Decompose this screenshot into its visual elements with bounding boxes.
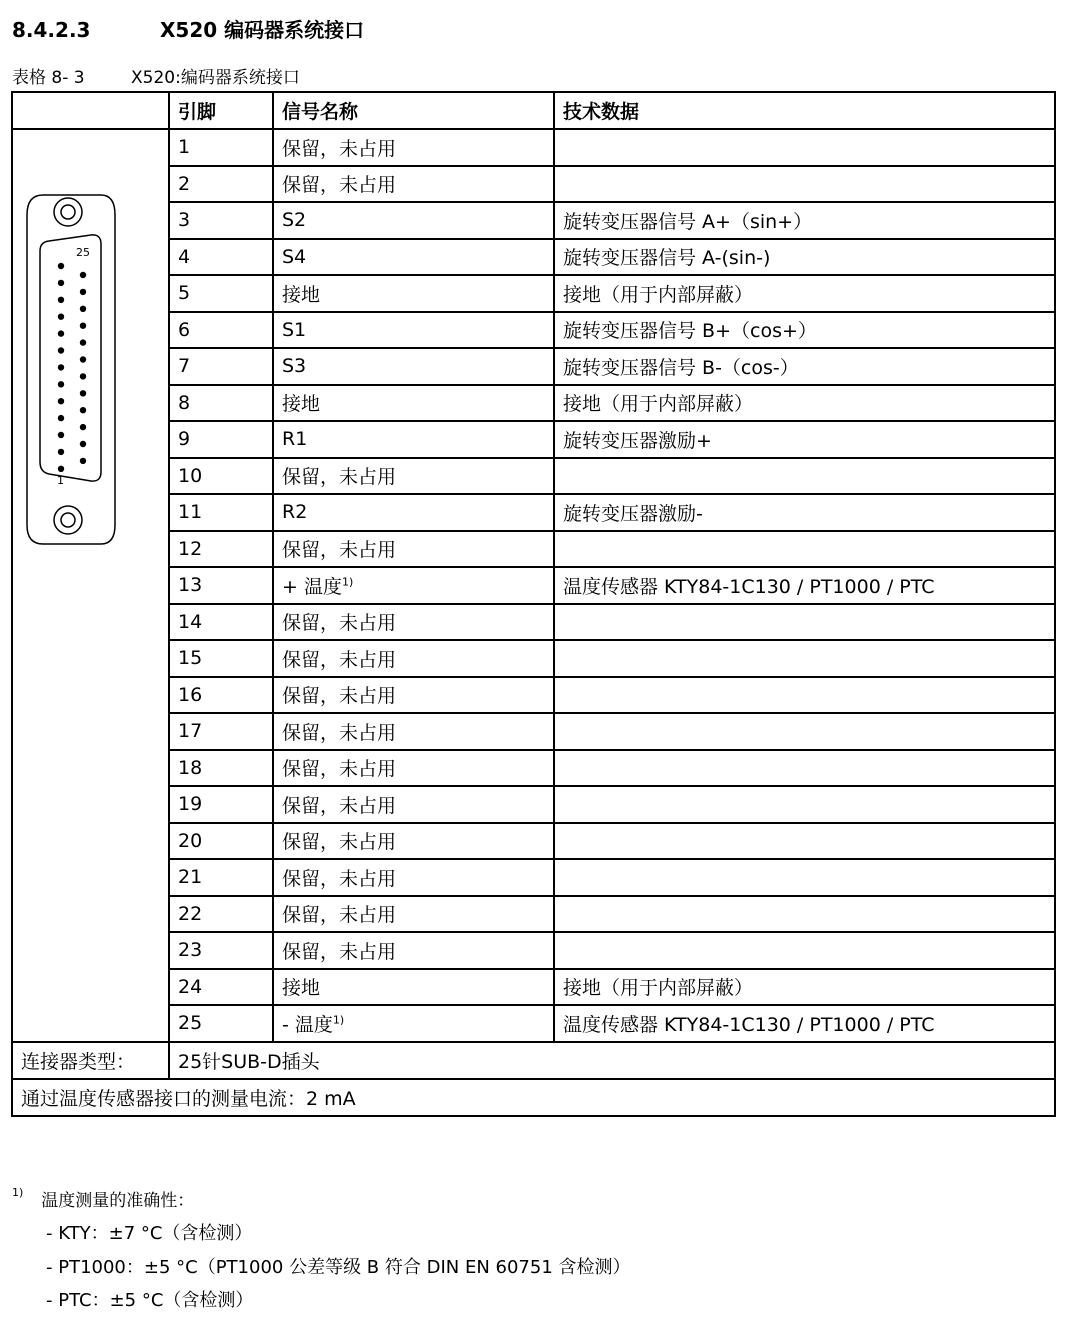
- pin-number: 5: [169, 275, 273, 312]
- signal-name: [273, 531, 554, 568]
- table-row: [12, 531, 1055, 568]
- table-row: [12, 713, 1055, 750]
- technical-data: [554, 786, 1055, 823]
- connector-pin: [80, 373, 86, 379]
- table-row: [12, 421, 1055, 458]
- signal-name-text: 保留，未占用: [282, 867, 397, 890]
- signal-name-text: 保留，未占用: [282, 794, 397, 817]
- connector-pin: [58, 297, 64, 303]
- connector-pins: [58, 263, 86, 472]
- connector-pin-label-first: 1: [57, 474, 64, 487]
- signal-name-text: 接地: [282, 283, 321, 306]
- pin-number: 17: [169, 713, 273, 750]
- screw-bottom-icon: [54, 506, 82, 534]
- signal-name: [273, 421, 554, 458]
- technical-data: 旋转变压器信号 A-(sin-): [554, 239, 1055, 276]
- signal-name-text: 保留，未占用: [282, 612, 397, 635]
- connector-pin: [58, 280, 64, 286]
- signal-name-text: 保留，未占用: [282, 685, 397, 708]
- pin-number: 20: [169, 823, 273, 860]
- section-heading: [12, 14, 364, 43]
- signal-name: [273, 202, 554, 239]
- pin-number: 14: [169, 604, 273, 641]
- footnote-item-kty: - KTY：±7 °C（含检测）: [46, 1223, 253, 1244]
- signal-name-text: S3: [282, 355, 307, 378]
- signal-name: [273, 494, 554, 531]
- table-row: [12, 640, 1055, 677]
- connector-pin: [58, 415, 64, 421]
- pin-number: 7: [169, 348, 273, 385]
- signal-name-text: 保留，未占用: [282, 831, 397, 854]
- signal-name: [273, 713, 554, 750]
- table-header-row: [12, 92, 1055, 129]
- technical-data: [554, 458, 1055, 495]
- footnote-ref: 1): [332, 1013, 345, 1027]
- connector-figure-cell: [12, 129, 169, 1042]
- section-number: 8.4.2.3: [12, 18, 91, 42]
- technical-data: 接地（用于内部屏蔽）: [554, 385, 1055, 422]
- technical-data: [554, 129, 1055, 166]
- header-empty: [12, 92, 169, 129]
- section-title: X520 编码器系统接口: [160, 18, 365, 42]
- connector-pin: [80, 424, 86, 430]
- signal-name-text: 接地: [282, 977, 321, 1000]
- connector-pin: [58, 398, 64, 404]
- table-row: [12, 166, 1055, 203]
- signal-name-text: 保留，未占用: [282, 721, 397, 744]
- table-caption-title: X520:编码器系统接口: [131, 68, 300, 88]
- technical-data: 接地（用于内部屏蔽）: [554, 969, 1055, 1006]
- header-pin: 引脚: [169, 92, 273, 129]
- sub-d-connector-figure: [13, 130, 169, 550]
- table-row: [12, 823, 1055, 860]
- technical-data: [554, 531, 1055, 568]
- table-row: [12, 1005, 1055, 1042]
- table-row: [12, 604, 1055, 641]
- pin-number: 16: [169, 677, 273, 714]
- technical-data: [554, 677, 1055, 714]
- connector-housing-outline: [40, 235, 101, 481]
- connector-pin: [80, 339, 86, 345]
- signal-name-text: 保留，未占用: [282, 648, 397, 671]
- technical-data: 旋转变压器激励+: [554, 421, 1055, 458]
- table-row: [12, 859, 1055, 896]
- signal-name: [273, 567, 554, 604]
- signal-name-text: S2: [282, 209, 307, 232]
- table-row: [12, 750, 1055, 787]
- footnote-item-ptc: - PTC：±5 °C（含检测）: [46, 1290, 254, 1311]
- connector-pin: [58, 449, 64, 455]
- signal-name-text: + 温度: [282, 575, 342, 598]
- footnote-mark: 1): [12, 1186, 24, 1199]
- signal-name-text: 保留，未占用: [282, 940, 397, 963]
- connector-pin: [58, 381, 64, 387]
- connector-pin: [80, 272, 86, 278]
- pin-number: 21: [169, 859, 273, 896]
- pin-number: 15: [169, 640, 273, 677]
- pin-number: 22: [169, 896, 273, 933]
- table-row: [12, 129, 1055, 166]
- pin-number: 6: [169, 312, 273, 349]
- pin-number: 3: [169, 202, 273, 239]
- table-row: [12, 458, 1055, 495]
- table-row: [12, 494, 1055, 531]
- table-row: [12, 896, 1055, 933]
- footnote-text: 温度测量的准确性：: [41, 1191, 195, 1211]
- signal-name: [273, 275, 554, 312]
- footnote: [12, 1186, 194, 1211]
- signal-name: [273, 1005, 554, 1042]
- measure-current-row: [12, 1079, 1055, 1116]
- pin-number: 8: [169, 385, 273, 422]
- pin-number: 1: [169, 129, 273, 166]
- signal-name-text: 保留，未占用: [282, 137, 397, 160]
- signal-name-text: 保留，未占用: [282, 174, 397, 197]
- technical-data: [554, 896, 1055, 933]
- signal-name-text: R2: [282, 501, 308, 524]
- signal-name: [273, 166, 554, 203]
- connector-pin: [58, 263, 64, 269]
- pin-number: 12: [169, 531, 273, 568]
- connector-pin: [80, 356, 86, 362]
- pin-number: 11: [169, 494, 273, 531]
- connector-pin-label-last: 25: [76, 246, 90, 259]
- signal-name: [273, 129, 554, 166]
- technical-data: 接地（用于内部屏蔽）: [554, 275, 1055, 312]
- table-row: [12, 275, 1055, 312]
- technical-data: [554, 859, 1055, 896]
- connector-pin: [80, 323, 86, 329]
- table-row: [12, 567, 1055, 604]
- pin-number: 13: [169, 567, 273, 604]
- technical-data: 旋转变压器信号 A+（sin+）: [554, 202, 1055, 239]
- technical-data: [554, 750, 1055, 787]
- signal-name: [273, 640, 554, 677]
- pin-number: 25: [169, 1005, 273, 1042]
- signal-name-text: 保留，未占用: [282, 904, 397, 927]
- pin-number: 2: [169, 166, 273, 203]
- signal-name: [273, 932, 554, 969]
- connector-pin: [80, 458, 86, 464]
- connector-pin: [80, 390, 86, 396]
- pin-number: 23: [169, 932, 273, 969]
- measure-current-text: 通过温度传感器接口的测量电流：2 mA: [12, 1079, 1055, 1116]
- signal-name-text: 保留，未占用: [282, 539, 397, 562]
- table-row: [12, 239, 1055, 276]
- technical-data: 旋转变压器激励-: [554, 494, 1055, 531]
- signal-name: [273, 604, 554, 641]
- signal-name: [273, 859, 554, 896]
- signal-name-text: S1: [282, 318, 307, 341]
- table-caption: [12, 63, 300, 88]
- table-body: [12, 129, 1055, 1042]
- technical-data: [554, 932, 1055, 969]
- signal-name-text: 接地: [282, 393, 321, 416]
- signal-name: [273, 823, 554, 860]
- table-row: [12, 312, 1055, 349]
- technical-data: [554, 166, 1055, 203]
- connector-pin: [80, 441, 86, 447]
- table-row: [12, 202, 1055, 239]
- connector-pin: [58, 466, 64, 472]
- connector-type-label: 连接器类型：: [12, 1042, 169, 1079]
- technical-data: 温度传感器 KTY84-1C130 / PT1000 / PTC: [554, 567, 1055, 604]
- table-row: [12, 348, 1055, 385]
- table-caption-id: 表格 8- 3: [12, 68, 85, 88]
- signal-name-text: 保留，未占用: [282, 466, 397, 489]
- signal-name: [273, 677, 554, 714]
- connector-type-row: [12, 1042, 1055, 1079]
- pin-number: 9: [169, 421, 273, 458]
- technical-data: 温度传感器 KTY84-1C130 / PT1000 / PTC: [554, 1005, 1055, 1042]
- table-row: [12, 932, 1055, 969]
- pin-assignment-table: [11, 91, 1056, 1117]
- technical-data: 旋转变压器信号 B+（cos+）: [554, 312, 1055, 349]
- footnote-ref: 1): [341, 575, 354, 589]
- pin-number: 19: [169, 786, 273, 823]
- header-signal: 信号名称: [273, 92, 554, 129]
- pin-number: 4: [169, 239, 273, 276]
- table-row: [12, 786, 1055, 823]
- signal-name: [273, 896, 554, 933]
- technical-data: 旋转变压器信号 B-（cos-）: [554, 348, 1055, 385]
- header-tech: 技术数据: [554, 92, 1055, 129]
- pin-number: 24: [169, 969, 273, 1006]
- technical-data: [554, 713, 1055, 750]
- technical-data: [554, 823, 1055, 860]
- signal-name: [273, 312, 554, 349]
- connector-pin: [80, 407, 86, 413]
- table-row: [12, 677, 1055, 714]
- signal-name-text: R1: [282, 428, 308, 451]
- signal-name: [273, 385, 554, 422]
- connector-pin: [58, 432, 64, 438]
- technical-data: [554, 640, 1055, 677]
- connector-pin: [80, 306, 86, 312]
- signal-name: [273, 750, 554, 787]
- table-row: [12, 385, 1055, 422]
- signal-name: [273, 969, 554, 1006]
- signal-name-text: 保留，未占用: [282, 758, 397, 781]
- connector-pin: [58, 364, 64, 370]
- connector-pin: [80, 289, 86, 295]
- signal-name: [273, 348, 554, 385]
- pin-number: 10: [169, 458, 273, 495]
- footnote-item-pt1000: - PT1000：±5 °C（PT1000 公差等级 B 符合 DIN EN 60751 含检测）: [46, 1257, 631, 1278]
- screw-top-icon: [54, 198, 82, 226]
- connector-pin: [58, 347, 64, 353]
- table-row: [12, 969, 1055, 1006]
- signal-name: [273, 458, 554, 495]
- technical-data: [554, 604, 1055, 641]
- signal-name-text: S4: [282, 245, 307, 268]
- connector-pin: [58, 330, 64, 336]
- connector-type-value: 25针SUB-D插头: [169, 1042, 1055, 1079]
- signal-name: [273, 239, 554, 276]
- signal-name-text: - 温度: [282, 1013, 333, 1036]
- connector-pin: [58, 314, 64, 320]
- signal-name: [273, 786, 554, 823]
- pin-number: 18: [169, 750, 273, 787]
